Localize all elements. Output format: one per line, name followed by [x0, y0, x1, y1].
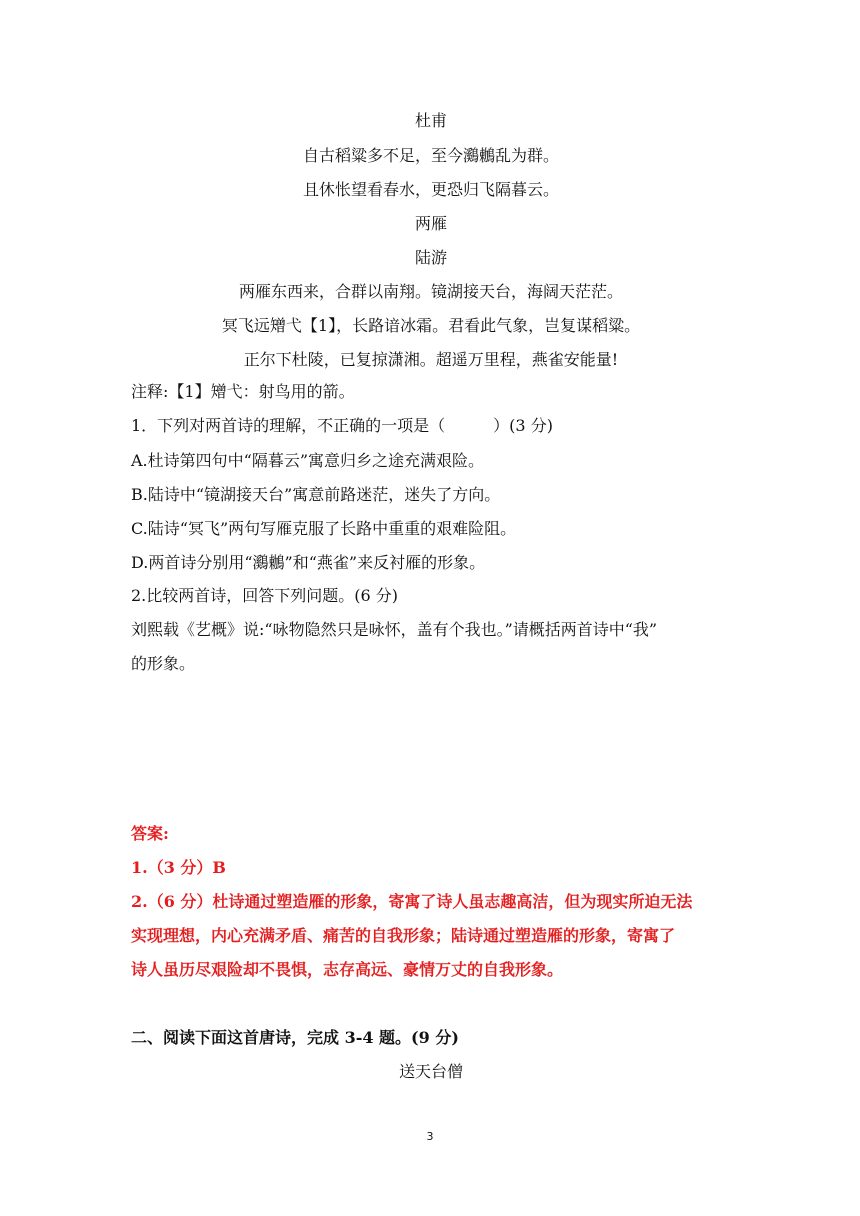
option-c: C.陆诗“冥飞”两句写雁克服了长路中重重的艰难险阻。	[131, 519, 517, 538]
answer-1: 1.（3 分）B	[131, 858, 226, 877]
option-a: A.杜诗第四句中“隔暮云”寓意归乡之途充满艰险。	[131, 451, 485, 470]
page-number: 3	[426, 1130, 434, 1143]
question-2-text-2: 的形象。	[131, 654, 196, 673]
poem2-line-1: 两雁东西来，合群以南翔。镜湖接天台，海阔天茫茫。	[238, 282, 623, 301]
question-2: 2.比较两首诗，回答下列问题。(6 分)	[131, 586, 399, 605]
option-d: D.两首诗分别用“鸂鶒”和“燕雀”来反衬雁的形象。	[131, 553, 486, 572]
answer-heading: 答案:	[131, 824, 169, 843]
poem1-line-2: 且休怅望看春水，更恐归飞隔暮云。	[302, 180, 559, 199]
poem2-line-3: 正尔下杜陵，已复掠潇湘。超遥万里程，燕雀安能量!	[243, 350, 619, 369]
poem2-line-2: 冥飞远矰弋【1】，长路谙冰霜。君看此气象，岂复谋稻粱。	[221, 316, 641, 335]
answer-2-line-3: 诗人虽历尽艰险却不畏惧，志存高远、豪情万丈的自我形象。	[131, 960, 564, 979]
answer-2-line-1: 2.（6 分）杜诗通过塑造雁的形象，寄寓了诗人虽志趣高洁，但为现实所迫无法	[131, 892, 693, 911]
section-2-poem-title: 送天台僧	[398, 1062, 463, 1081]
question-1: 1．下列对两首诗的理解，不正确的一项是（ ）(3 分)	[131, 416, 553, 435]
poem1-line-1: 自古稻粱多不足，至今鸂鶒乱为群。	[302, 146, 559, 165]
poem1-author: 杜甫	[414, 111, 447, 130]
section-2-heading: 二、阅读下面这首唐诗，完成 3-4 题。(9 分)	[131, 1028, 459, 1047]
option-b: B.陆诗中“镜湖接天台”寓意前路迷茫，迷失了方向。	[131, 485, 501, 504]
answer-2-line-2: 实现理想，内心充满矛盾、痛苦的自我形象；陆诗通过塑造雁的形象，寄寓了	[131, 926, 676, 945]
question-2-text-1: 刘熙载《艺概》说:“咏物隐然只是咏怀，盖有个我也。”请概括两首诗中“我”	[131, 620, 658, 639]
poem2-title: 两雁	[414, 214, 447, 233]
note: 注释:【1】矰弋：射鸟用的箭。	[131, 382, 355, 401]
poem2-author: 陆游	[414, 248, 447, 267]
